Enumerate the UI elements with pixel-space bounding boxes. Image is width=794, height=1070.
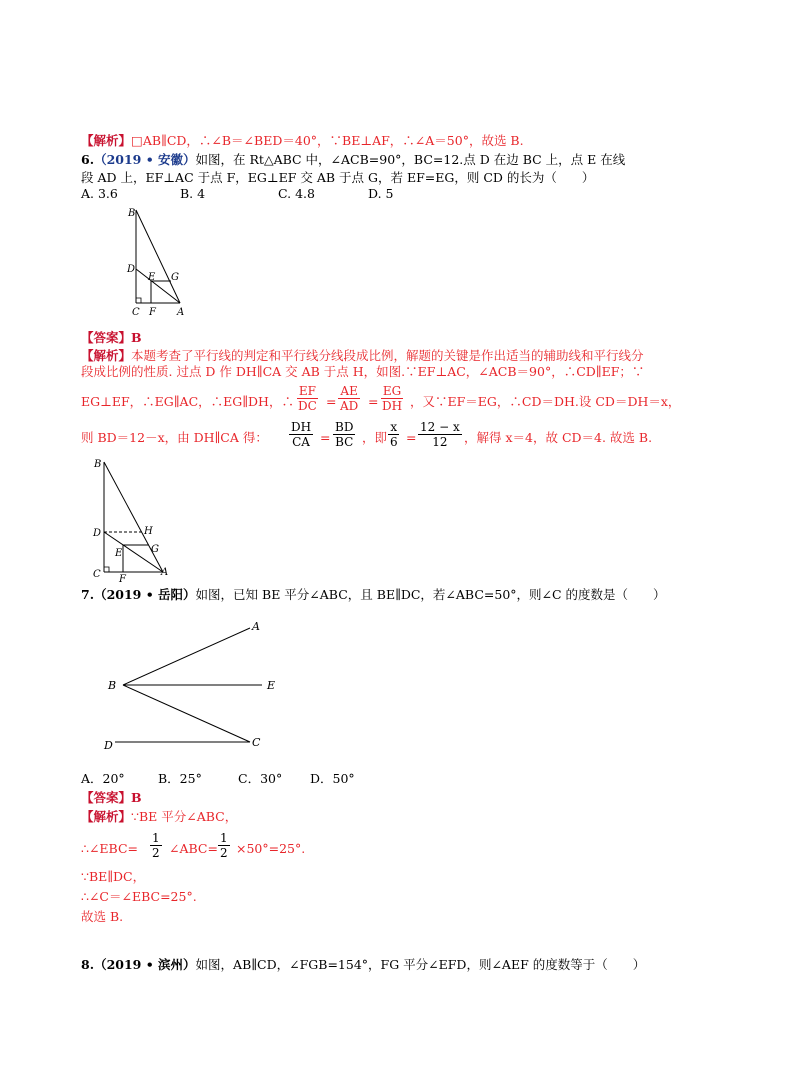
q7-analysis-line4: ∴∠C＝∠EBC=25°. — [81, 889, 197, 904]
q7-ray-bc — [123, 685, 250, 742]
q6-figure-1 — [118, 205, 190, 320]
fig2-label-e: E — [115, 548, 123, 559]
q6-analysis-line1: 【解析】本题考查了平行线的判定和平行线分线段成比例，解题的关键是作出适当的辅助线和平行线分 — [81, 348, 644, 363]
frac-ef-dc: $\frac{EF}{DC}$ — [298, 384, 317, 413]
q5-analysis: 【解析】□AB∥CD，∴∠B＝∠BED＝40°，∵BE⊥AF，∴∠A＝50°，故选 B. — [81, 133, 524, 148]
eq-2: = — [368, 394, 379, 409]
q6-analysis-line2: 段成比例的性质. 过点 D 作 DH∥CA 交 AB 于点 H，如图.∵EF⊥AC，∠ACB＝90°，∴CD∥EF；∵ — [81, 364, 645, 379]
eq-4: = — [406, 430, 417, 445]
q6-analysis-line4b: ，即 — [362, 430, 388, 445]
fig1-right-angle-c — [136, 298, 141, 303]
q7-label-e: E — [267, 679, 276, 692]
frac-half-2: $\frac{1}{2}$ — [220, 831, 228, 860]
q7-label-b: B — [108, 679, 117, 692]
frac-bd-bc: $\frac{BD}{BC}$ — [335, 420, 354, 449]
q6-analysis-line3a: EG⊥EF，∴EG∥AC，∴EG∥DH，∴ — [81, 394, 294, 409]
q6-option-c: C. 4.8 — [278, 186, 315, 201]
q7-analysis-line2c: ×50°=25°. — [236, 841, 306, 856]
q7-figure — [95, 612, 295, 757]
eq-1: = — [326, 394, 337, 409]
q7-analysis-line2b: ∠ABC= — [169, 841, 218, 856]
fig1-label-c: C — [132, 307, 140, 318]
fig1-label-a: A — [177, 307, 185, 318]
q7-analysis-line1: 【解析】∵BE 平分∠ABC， — [81, 809, 238, 824]
fig1-label-g: G — [171, 272, 179, 283]
fig1-label-b: B — [128, 208, 136, 219]
q6-option-a: A. 3.6 — [81, 186, 118, 201]
fig1-label-f: F — [149, 307, 156, 318]
fig2-label-c: C — [93, 569, 101, 580]
q7-analysis-line2a: ∴∠EBC= — [81, 841, 139, 856]
q7-option-a: A．20° — [81, 771, 125, 786]
q7-analysis-line3: ∵BE∥DC， — [81, 869, 146, 884]
q7-ray-ba — [123, 628, 250, 685]
fig1-side-ab — [136, 210, 180, 303]
eq-3: = — [320, 430, 331, 445]
q7-stem: 7.（2019 • 岳阳）如图，已知 BE 平分∠ABC，且 BE∥DC，若∠ABC=50°，则∠C 的度数是（ ） — [81, 587, 666, 602]
fig2-right-angle-c — [104, 567, 109, 572]
fig2-label-a: A — [161, 567, 169, 578]
q6-option-d: D. 5 — [368, 186, 394, 201]
q7-analysis-line5: 故选 B. — [81, 909, 124, 924]
q6-analysis-line4c: ，解得 x＝4，故 CD＝4. 故选 B. — [464, 430, 653, 445]
q8-stem: 8.（2019 • 滨州）如图，AB∥CD，∠FGB=154°，FG 平分∠EFD，则∠AEF 的度数等于（ ） — [81, 957, 646, 972]
q7-option-c: C．30° — [238, 771, 283, 786]
q6-analysis-line4a: 则 BD＝12－x，由 DH∥CA 得： — [81, 430, 268, 445]
frac-ae-ad: $\frac{AE}{AD}$ — [340, 384, 359, 413]
fig2-label-b: B — [94, 459, 102, 470]
q7-label-a: A — [252, 620, 260, 633]
q6-stem-line1: 6.（2019 • 安徽）如图，在 Rt△ABC 中，∠ACB=90°，BC=12.点 D 在边 BC 上，点 E 在线 — [81, 152, 626, 167]
q6-answer: 【答案】B — [81, 330, 142, 345]
frac-dh-ca: $\frac{DH}{CA}$ — [291, 420, 312, 449]
frac-half-1: $\frac{1}{2}$ — [152, 831, 160, 860]
fig2-side-ab — [104, 462, 163, 572]
q6-figure-2 — [88, 455, 178, 585]
frac-12-x: $\frac{12 - x}{12}$ — [420, 420, 460, 449]
fig2-label-d: D — [93, 528, 102, 539]
q7-option-b: B．25° — [158, 771, 202, 786]
q7-label-d: D — [104, 739, 113, 752]
q7-answer: 【答案】B — [81, 790, 142, 805]
q6-stem-line2: 段 AD 上，EF⊥AC 于点 F，EG⊥EF 交 AB 于点 G，若 EF=EG，则 CD 的长为（ ） — [81, 170, 595, 185]
fig2-label-f: F — [119, 574, 126, 585]
q7-option-d: D．50° — [310, 771, 355, 786]
q7-label-c: C — [252, 736, 261, 749]
fig2-label-g: G — [151, 544, 159, 555]
frac-eg-dh: $\frac{EG}{DH}$ — [382, 384, 403, 413]
q6-analysis-line3b: ，又∵EF＝EG，∴CD＝DH.设 CD＝DH＝x， — [410, 394, 681, 409]
fig1-label-d: D — [127, 264, 136, 275]
q6-option-b: B. 4 — [180, 186, 206, 201]
fig1-label-e: E — [148, 272, 156, 283]
fig2-label-h: H — [144, 526, 153, 537]
frac-x-6: $\frac{x}{6}$ — [390, 420, 398, 449]
